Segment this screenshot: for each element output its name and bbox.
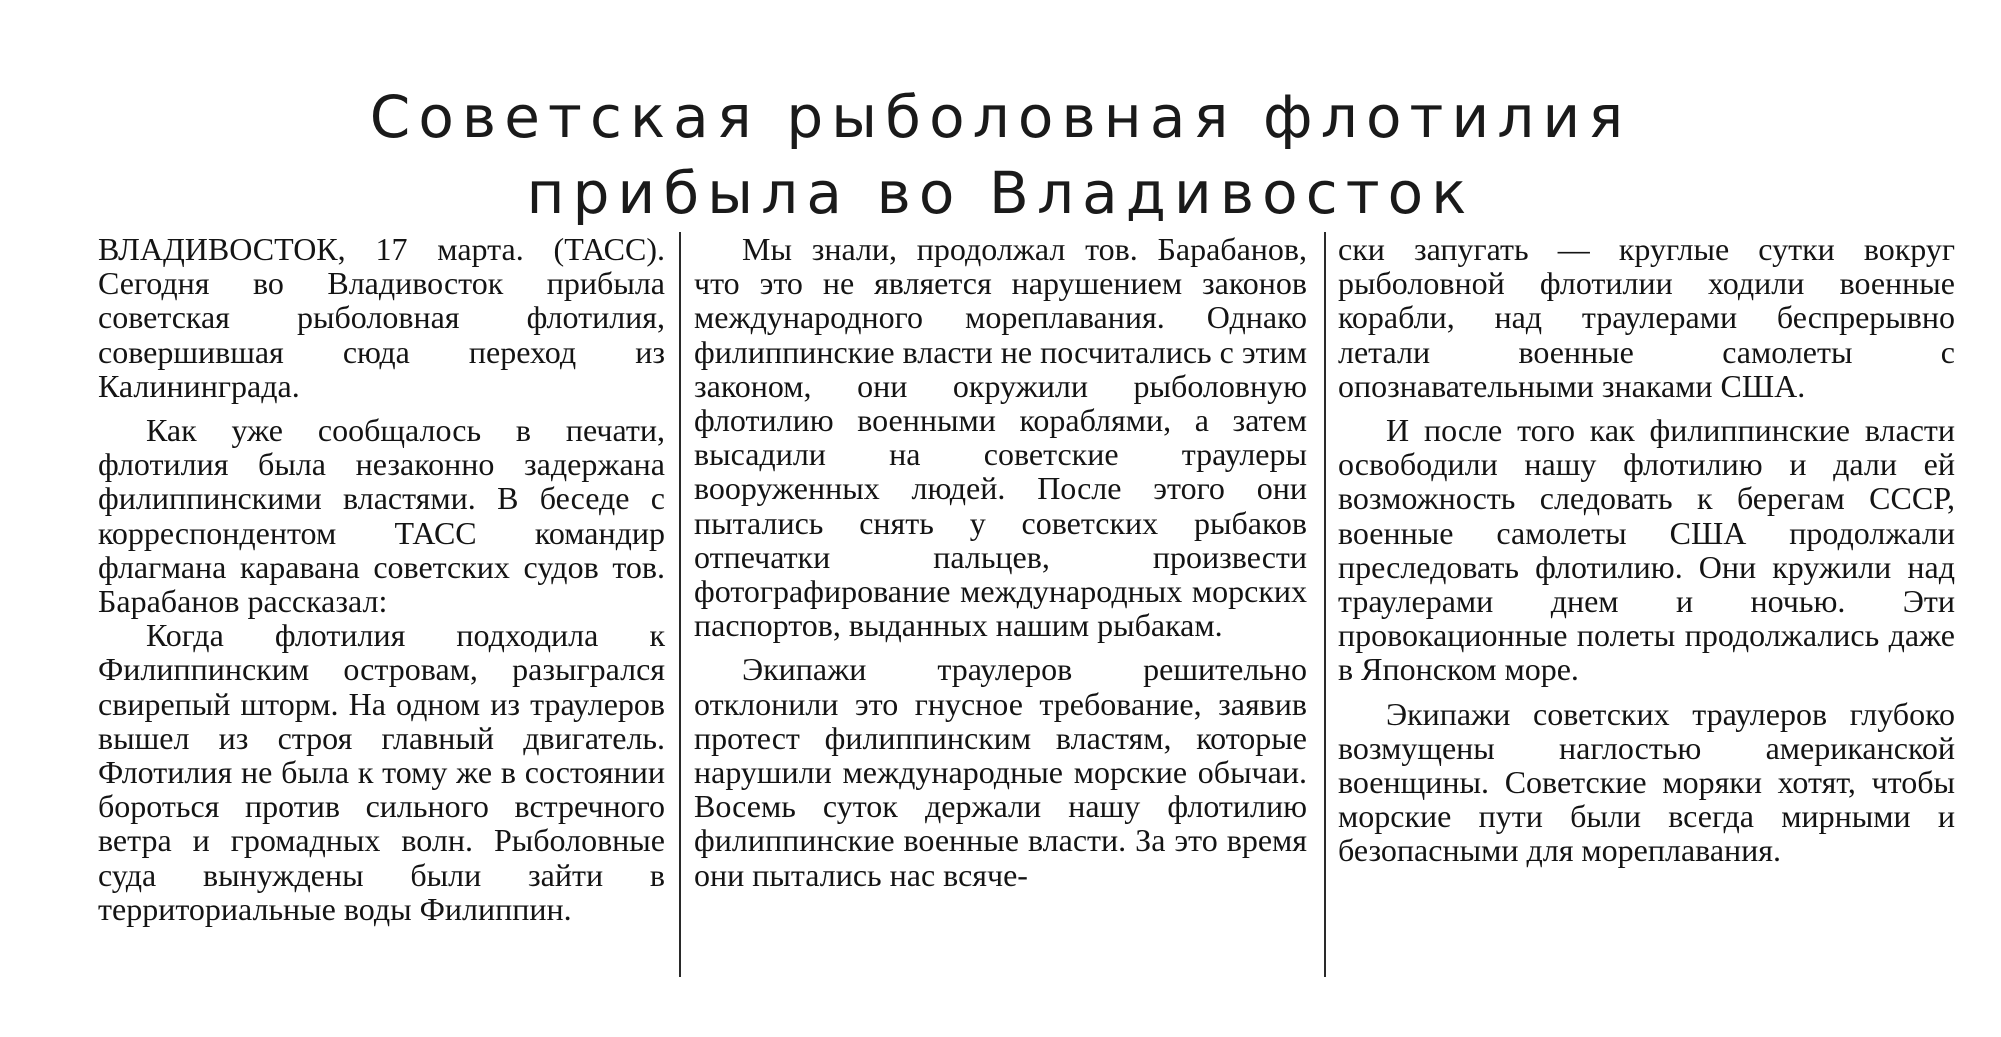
article-paragraph: ски запугать — круглые сутки вокруг рыболовной флотилии ходили военные корабли, над траулерами беспрерывно летали военные самолеты с опознавательными знаками США. (1338, 231, 1955, 404)
article-paragraph: Как уже сообщалось в печати, флотилия была незаконно задержана филиппинскими властями. В беседе с корреспондентом ТАСС командир флагмана каравана советских судов тов. Барабанов рассказал: (98, 412, 665, 620)
article-paragraph: ВЛАДИВОСТОК, 17 марта. (ТАСС). Сегодня во Владивосток прибыла советская рыболовная флотилия, совершившая сюда переход из Калининграда. (98, 231, 665, 404)
article-paragraph: И после того как филиппинские власти освободили нашу флотилию и дали ей возможность следовать к берегам СССР, военные самолеты США продолжали преследовать флотилию. Они кружили над траулерами днем и ночью. Эти провокационные полеты продолжались даже в Японском море. (1338, 412, 1955, 688)
article-paragraph: Экипажи советских траулеров глубоко возмущены наглостью американской военщины. Советские моряки хотят, чтобы морские пути были всегда мирными и безопасными для мореплавания. (1338, 695, 1955, 869)
article-column-1 (98, 232, 665, 926)
column-divider (1324, 232, 1326, 977)
headline-line-1: Советская рыболовная флотилия (369, 83, 1632, 151)
column-divider (679, 232, 681, 977)
headline-line-2: прибыла во Владивосток (526, 159, 1475, 227)
article-paragraph: Мы знали, продолжал тов. Барабанов, что это не является нарушением законов международного мореплавания. Однако филиппинские власти не посчитались с этим законом, они окружили рыболовную флотилию военными кораблями, а затем высадили на советские траулеры вооруженных людей. После этого они пытались снять у советских рыбаков отпечатки пальцев, произвести фотографирование международных морских паспортов, выданных нашим рыбакам. (694, 231, 1307, 644)
article-column-3 (1338, 232, 1955, 868)
article-paragraph: Экипажи траулеров решительно отклонили это гнусное требование, заявив протест филиппинским властям, которые нарушили международные морские обычаи. Восемь суток держали нашу флотилию филиппинские военные власти. За это время они пытались нас всяче- (694, 651, 1307, 893)
article-column-2 (694, 232, 1307, 892)
article-paragraph: Когда флотилия подходила к Филиппинским островам, разыгрался свирепый шторм. На одном из траулеров вышел из строя главный двигатель. Флотилия не была к тому же в состоянии бороться против сильного встречного ветра и громадных волн. Рыболовные суда вынуждены были зайти в территориальные воды Филиппин. (98, 617, 665, 927)
